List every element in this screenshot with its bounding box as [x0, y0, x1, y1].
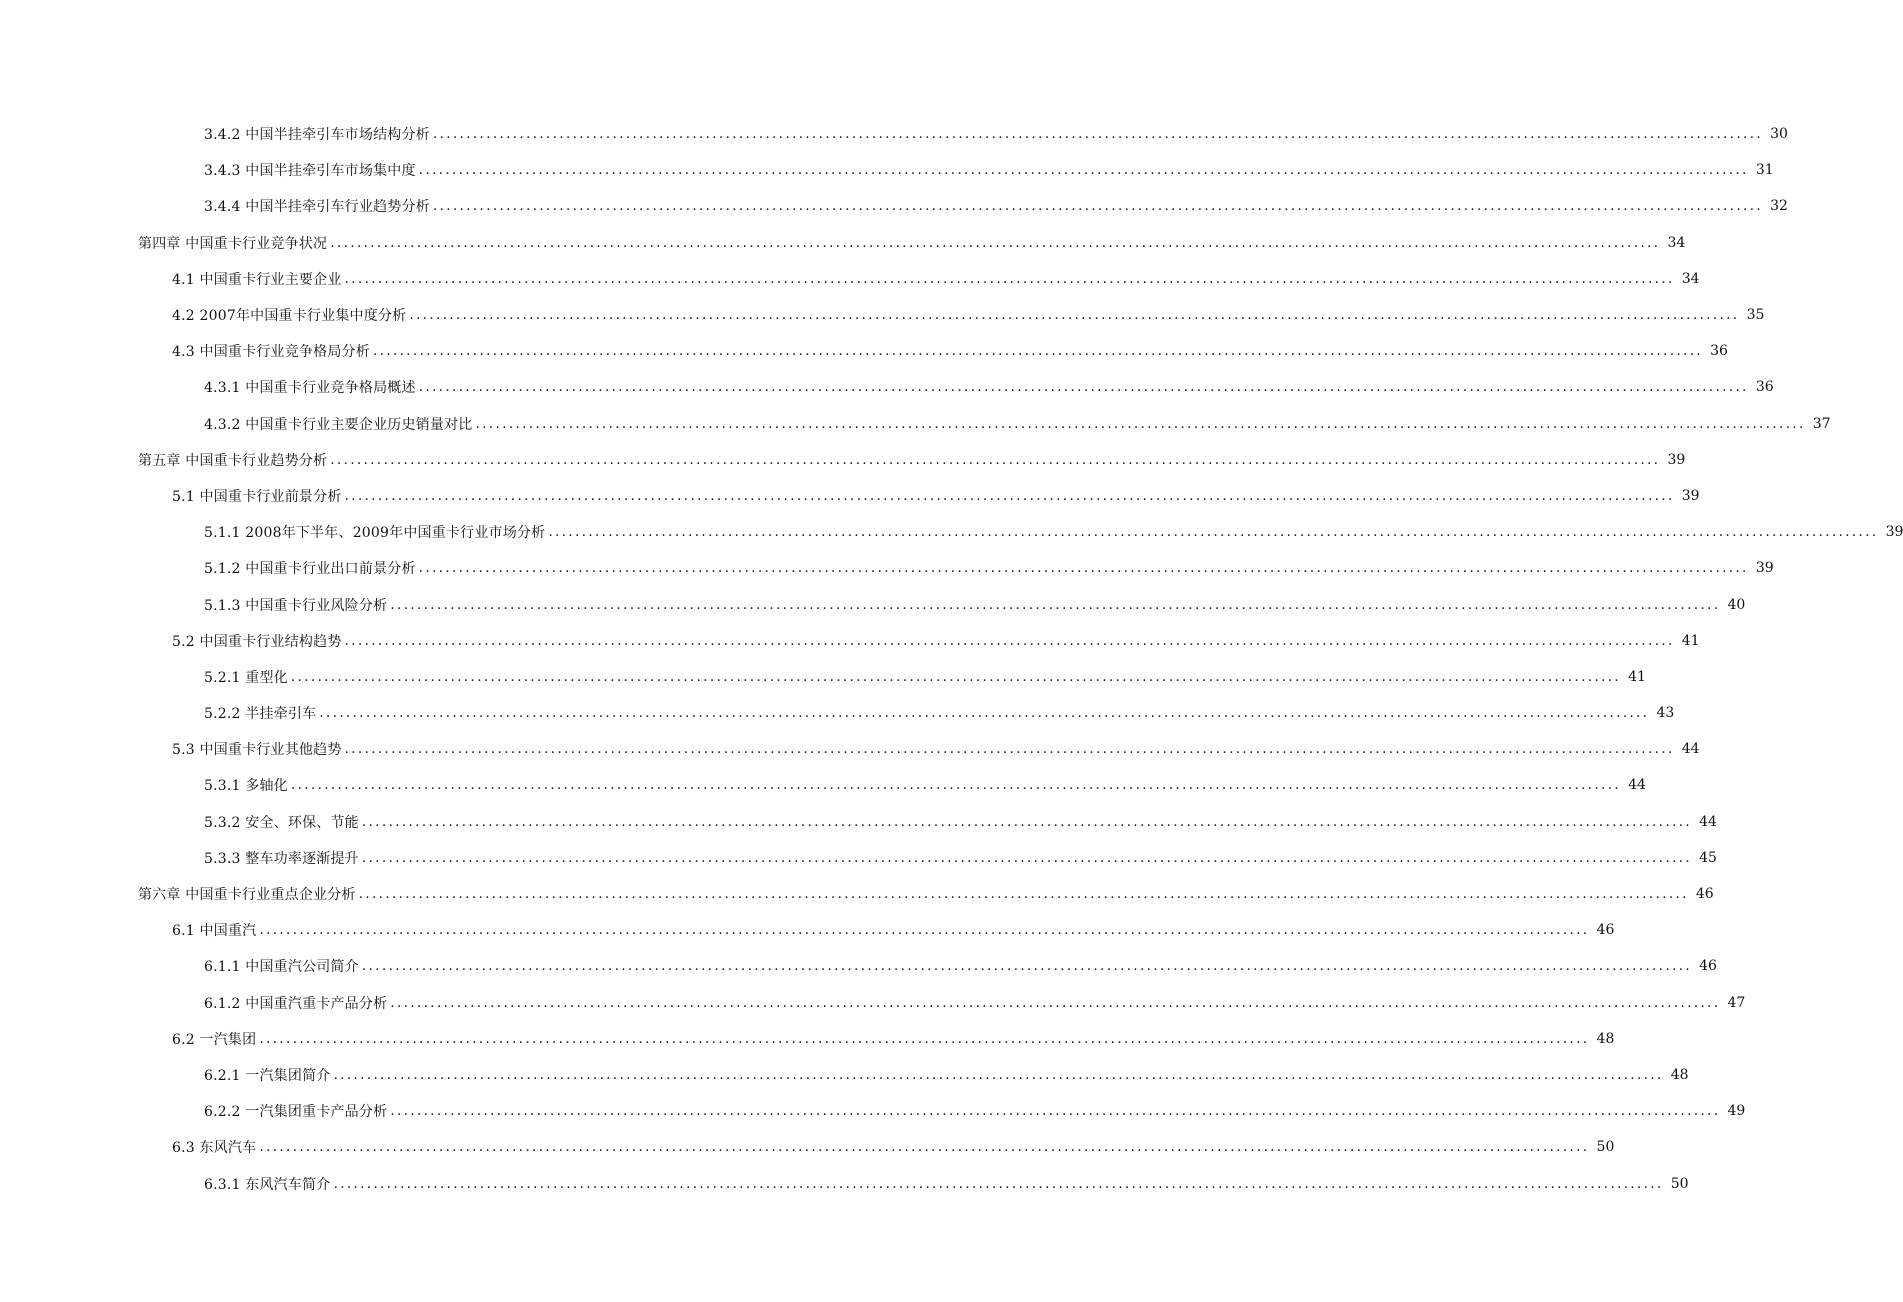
toc-entry[interactable] — [0, 406, 1831, 442]
toc-page-number: 46 — [1596, 922, 1615, 939]
toc-dot-leader: ........................................................................................................................................................................................................ — [333, 1066, 1664, 1083]
toc-entry-label: 第六章 中国重卡行业重点企业分析 — [138, 887, 356, 904]
toc-page-number: 48 — [1596, 1030, 1615, 1047]
toc-entry[interactable] — [0, 695, 1675, 731]
toc-dot-leader: ........................................................................................................................................................................................................ — [361, 849, 1692, 866]
toc-page-number: 35 — [1746, 307, 1765, 324]
toc-page-number: 39 — [1667, 451, 1686, 468]
toc-entry-label: 3.4.2 中国半挂牵引车市场结构分析 — [204, 127, 430, 144]
toc-entry-label: 5.2 中国重卡行业结构趋势 — [172, 633, 342, 650]
toc-page-number: 40 — [1727, 596, 1746, 613]
toc-page-number: 48 — [1670, 1066, 1689, 1083]
toc-dot-leader: ........................................................................................................................................................................................................ — [418, 379, 1749, 396]
toc-entry[interactable] — [0, 116, 1788, 152]
toc-entry-label: 5.3.1 多轴化 — [204, 778, 288, 795]
toc-entry[interactable] — [0, 876, 1714, 912]
toc-entry[interactable] — [0, 261, 1700, 297]
toc-entry[interactable] — [0, 478, 1700, 514]
toc-entry-label: 4.1 中国重卡行业主要企业 — [172, 271, 342, 288]
toc-dot-leader: ........................................................................................................................................................................................................ — [330, 234, 1661, 251]
toc-entry-label: 5.1.2 中国重卡行业出口前景分析 — [204, 561, 416, 578]
toc-entry-label: 6.1.2 中国重汽重卡产品分析 — [204, 995, 388, 1012]
toc-entry[interactable] — [0, 333, 1728, 369]
toc-page-number: 44 — [1628, 777, 1646, 794]
toc-dot-leader: ........................................................................................................................................................................................................ — [259, 1030, 1590, 1047]
toc-entry[interactable] — [0, 1165, 1689, 1201]
toc-entry[interactable] — [0, 767, 1646, 803]
toc-page-number: 31 — [1755, 162, 1774, 179]
toc-dot-leader: ........................................................................................................................................................................................................ — [319, 705, 1650, 722]
toc-entry-label: 5.1 中国重卡行业前景分析 — [172, 488, 342, 505]
toc-dot-leader: ........................................................................................................................................................................................................ — [432, 198, 1763, 215]
toc-page-number: 46 — [1699, 958, 1717, 975]
toc-dot-leader: ........................................................................................................................................................................................................ — [390, 596, 1721, 613]
toc-dot-leader: ........................................................................................................................................................................................................ — [259, 1139, 1590, 1156]
toc-entry[interactable] — [0, 804, 1717, 840]
toc-entry-label: 5.2.2 半挂牵引车 — [204, 706, 317, 723]
toc-entry[interactable] — [0, 586, 1746, 622]
toc-entry[interactable] — [0, 985, 1746, 1021]
toc-dot-leader: ........................................................................................................................................................................................................ — [344, 487, 1675, 504]
toc-page-number: 46 — [1695, 886, 1714, 903]
toc-dot-leader: ........................................................................................................................................................................................................ — [333, 1175, 1664, 1192]
toc-entry[interactable] — [0, 1129, 1615, 1165]
toc-page-number: 41 — [1628, 668, 1646, 685]
toc-entry-label: 6.1 中国重汽 — [172, 923, 257, 940]
toc-page-number: 45 — [1699, 849, 1717, 866]
toc-entry[interactable] — [0, 442, 1686, 478]
toc-page-number: 49 — [1727, 1103, 1746, 1120]
toc-page-number: 37 — [1812, 415, 1831, 432]
toc-entry-label: 5.3.2 安全、环保、节能 — [204, 814, 359, 831]
toc-entry[interactable] — [0, 1093, 1746, 1129]
toc-entry-label: 5.3 中国重卡行业其他趋势 — [172, 742, 342, 759]
toc-dot-leader: ........................................................................................................................................................................................................ — [361, 958, 1692, 975]
toc-page-number: 36 — [1755, 379, 1774, 396]
toc-page-number: 39 — [1885, 524, 1903, 541]
toc-page-number: 34 — [1667, 234, 1686, 251]
toc-entry-label: 6.2.2 一汽集团重卡产品分析 — [204, 1104, 388, 1121]
toc-entry-label: 4.2 2007年中国重卡行业集中度分析 — [172, 308, 407, 325]
toc-entry[interactable] — [0, 550, 1774, 586]
toc-entry[interactable] — [0, 514, 1903, 550]
toc-entry[interactable] — [0, 225, 1686, 261]
toc-entry-label: 6.2 一汽集团 — [172, 1031, 257, 1048]
toc-page-number: 36 — [1710, 343, 1728, 360]
toc-entry[interactable] — [0, 731, 1700, 767]
toc-page-number: 47 — [1727, 994, 1746, 1011]
toc-entry[interactable] — [0, 840, 1717, 876]
toc-dot-leader: ........................................................................................................................................................................................................ — [344, 270, 1675, 287]
toc-dot-leader: ........................................................................................................................................................................................................ — [432, 126, 1763, 143]
toc-dot-leader: ........................................................................................................................................................................................................ — [409, 307, 1740, 324]
toc-dot-leader: ........................................................................................................................................................................................................ — [344, 741, 1675, 758]
toc-page-number: 50 — [1596, 1139, 1615, 1156]
toc-entry[interactable] — [0, 188, 1788, 224]
toc-page-number: 44 — [1699, 813, 1717, 830]
toc-entry[interactable] — [0, 369, 1774, 405]
toc-dot-leader: ........................................................................................................................................................................................................ — [259, 922, 1590, 939]
toc-dot-leader: ........................................................................................................................................................................................................ — [390, 994, 1721, 1011]
toc-dot-leader: ........................................................................................................................................................................................................ — [290, 777, 1621, 794]
toc-page-number: 41 — [1681, 632, 1700, 649]
toc-entry[interactable] — [0, 948, 1717, 984]
toc-page-number: 32 — [1770, 198, 1788, 215]
toc-entry-label: 5.3.3 整车功率逐渐提升 — [204, 850, 359, 867]
toc-entry-label: 6.3 东风汽车 — [172, 1140, 257, 1157]
toc-entry-label: 第五章 中国重卡行业趋势分析 — [138, 452, 328, 469]
toc-dot-leader: ........................................................................................................................................................................................................ — [344, 632, 1675, 649]
toc-entry[interactable] — [0, 1021, 1615, 1057]
toc-entry-label: 6.2.1 一汽集团简介 — [204, 1067, 331, 1084]
toc-entry[interactable] — [0, 297, 1765, 333]
toc-dot-leader: ........................................................................................................................................................................................................ — [290, 668, 1621, 685]
toc-page-number: 43 — [1656, 705, 1675, 722]
toc-entry-label: 3.4.3 中国半挂牵引车市场集中度 — [204, 163, 416, 180]
toc-dot-leader: ........................................................................................................................................................................................................ — [390, 1103, 1721, 1120]
toc-entry-label: 6.1.1 中国重汽公司简介 — [204, 959, 359, 976]
toc-page-number: 39 — [1755, 560, 1774, 577]
toc-entry-label: 5.2.1 重型化 — [204, 669, 288, 686]
toc-entry[interactable] — [0, 623, 1700, 659]
toc-entry-label: 4.3.2 中国重卡行业主要企业历史销量对比 — [204, 416, 473, 433]
toc-entry-label: 5.1.1 2008年下半年、2009年中国重卡行业市场分析 — [204, 525, 546, 542]
toc-entry-label: 5.1.3 中国重卡行业风险分析 — [204, 597, 388, 614]
table-of-contents — [0, 116, 1903, 1202]
toc-entry[interactable] — [0, 659, 1646, 695]
toc-page-number: 50 — [1670, 1175, 1689, 1192]
toc-dot-leader: ........................................................................................................................................................................................................ — [418, 162, 1749, 179]
toc-entry-label: 3.4.4 中国半挂牵引车行业趋势分析 — [204, 199, 430, 216]
toc-page-number: 34 — [1681, 270, 1700, 287]
toc-dot-leader: ........................................................................................................................................................................................................ — [361, 813, 1692, 830]
toc-entry-label: 4.3 中国重卡行业竞争格局分析 — [172, 344, 370, 361]
toc-dot-leader: ........................................................................................................................................................................................................ — [330, 451, 1661, 468]
toc-entry-label: 4.3.1 中国重卡行业竞争格局概述 — [204, 380, 416, 397]
toc-dot-leader: ........................................................................................................................................................................................................ — [548, 524, 1879, 541]
toc-dot-leader: ........................................................................................................................................................................................................ — [475, 415, 1806, 432]
toc-page-number: 30 — [1770, 126, 1788, 143]
toc-entry[interactable] — [0, 1057, 1689, 1093]
toc-page-number: 44 — [1681, 741, 1700, 758]
toc-entry[interactable] — [0, 912, 1615, 948]
toc-entry-label: 6.3.1 东风汽车简介 — [204, 1176, 331, 1193]
toc-dot-leader: ........................................................................................................................................................................................................ — [418, 560, 1749, 577]
toc-page-number: 39 — [1681, 487, 1700, 504]
toc-dot-leader: ........................................................................................................................................................................................................ — [358, 886, 1689, 903]
toc-entry-label: 第四章 中国重卡行业竞争状况 — [138, 235, 328, 252]
toc-entry[interactable] — [0, 152, 1774, 188]
toc-dot-leader: ........................................................................................................................................................................................................ — [372, 343, 1703, 360]
